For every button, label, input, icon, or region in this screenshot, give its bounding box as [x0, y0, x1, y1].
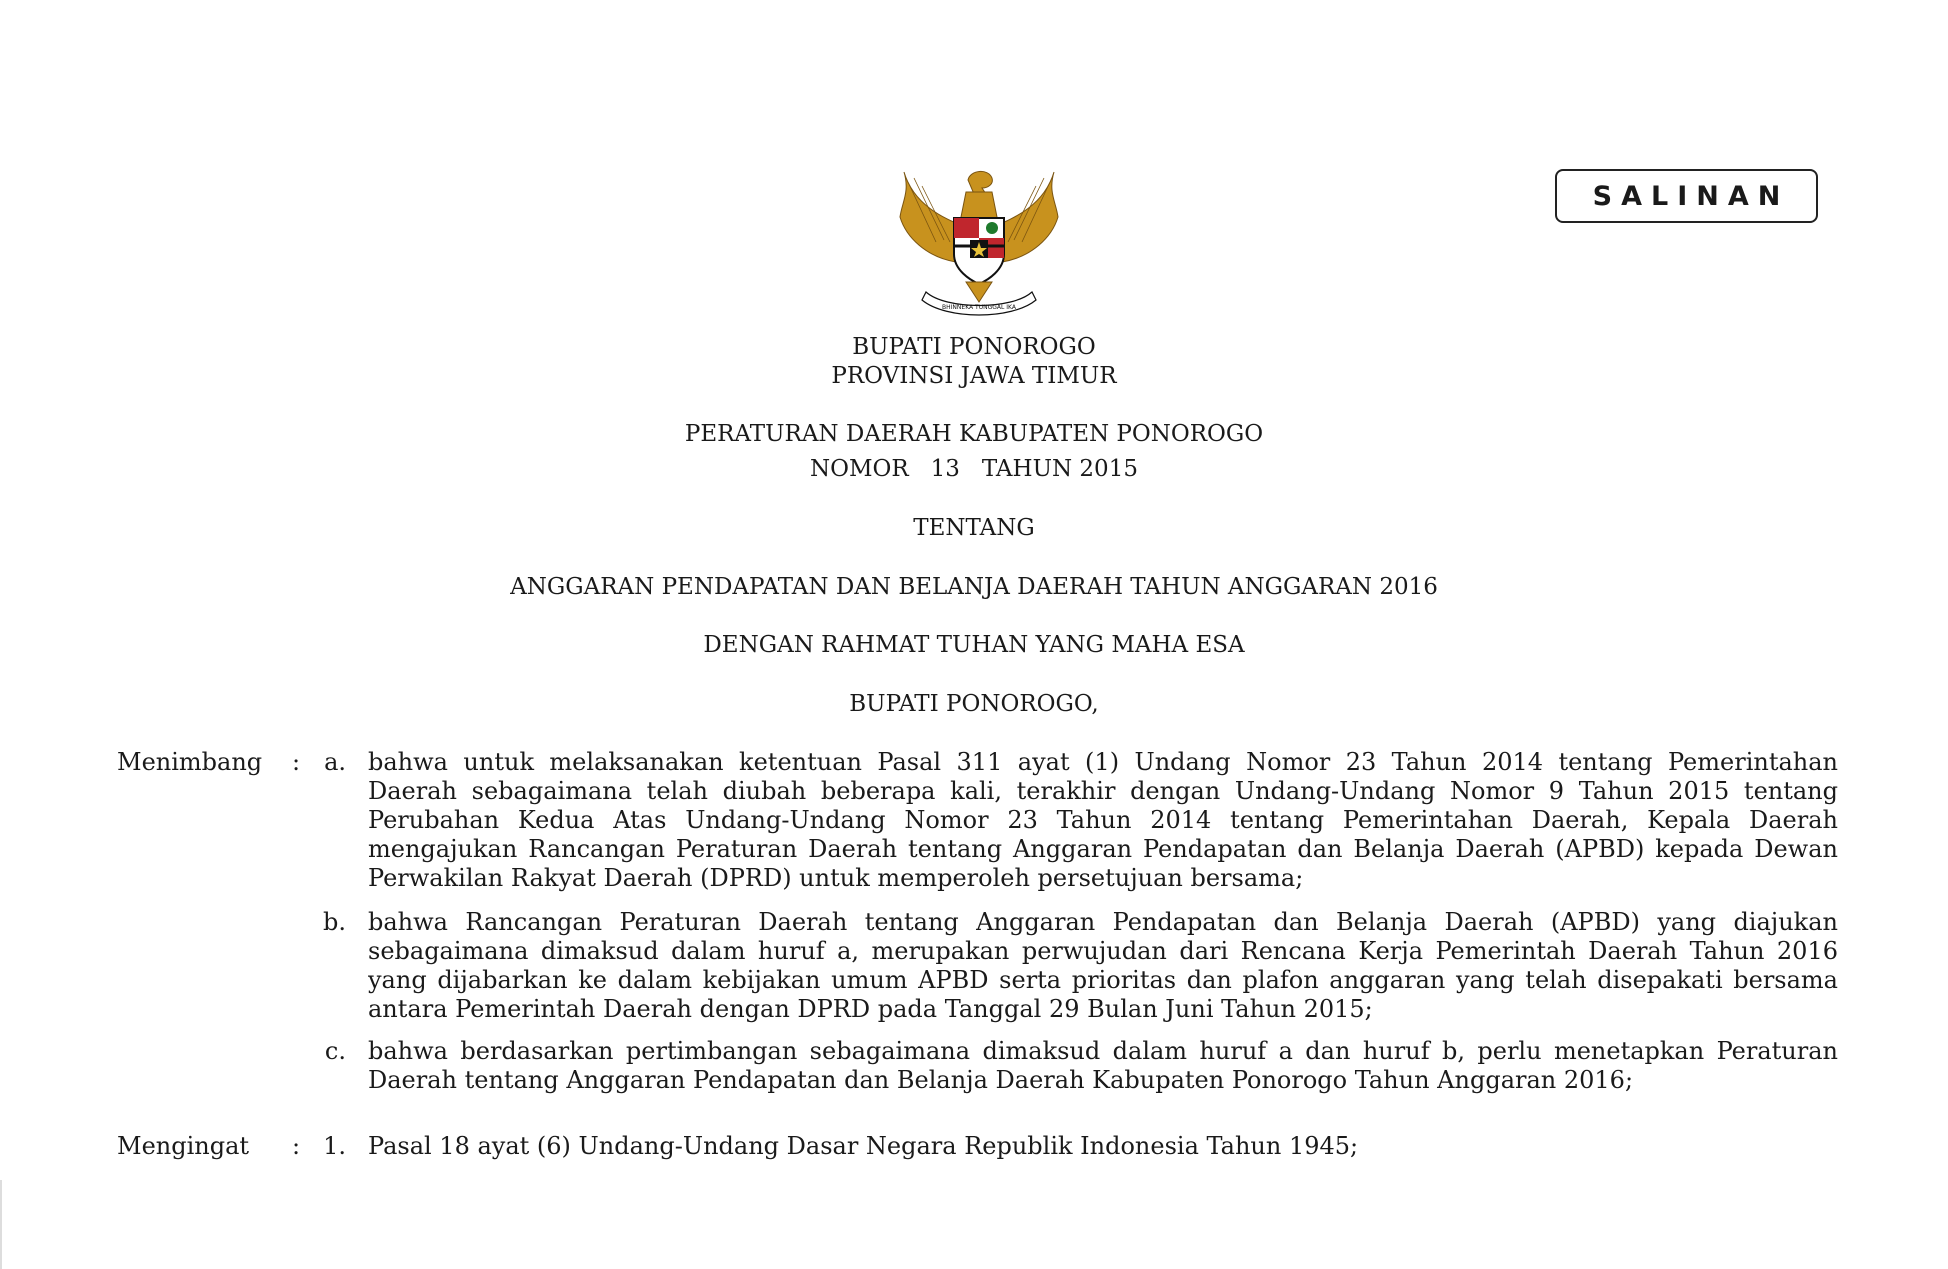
scan-edge [0, 1180, 2, 1269]
menimbang-item-a [368, 748, 1838, 893]
motto-text: BHINNEKA TUNGGAL IKA [942, 304, 1016, 311]
regulation-number: NOMOR 13 TAHUN 2015 [810, 456, 1138, 482]
text-line: Perwakilan Rakyat Daerah (DPRD) untuk memperoleh persetujuan bersama; [368, 864, 1304, 892]
menimbang-label: Menimbang [117, 748, 263, 776]
regulation-title: PERATURAN DAERAH KABUPATEN PONOROGO [684, 421, 1264, 447]
text-line: mengajukan Rancangan Peraturan Daerah tentang Anggaran Pendapatan dan Belanja Daerah (APBD) kepada Dewan [368, 835, 1838, 863]
text-line: Daerah sebagaimana telah diubah beberapa kali, terakhir dengan Undang-Undang Nomor 9 Tahun 2015 tentang [368, 777, 1838, 805]
menimbang-colon: : [292, 748, 301, 776]
salinan-stamp: SALINAN [1555, 169, 1818, 223]
about-heading: TENTANG [913, 515, 1035, 541]
text-line: sebagaimana dimaksud dalam huruf a, merupakan perwujudan dari Rencana Kerja Pemerintah Daerah Tahun 2016 [368, 937, 1838, 965]
mengingat-colon: : [292, 1132, 301, 1160]
text-line: antara Pemerintah Daerah dengan DPRD pada Tanggal 29 Bulan Juni Tahun 2015; [368, 995, 1373, 1023]
menimbang-marker-b: b. [323, 908, 346, 936]
menimbang-marker-a: a. [324, 748, 346, 776]
text-line: Pasal 18 ayat (6) Undang-Undang Dasar Negara Republik Indonesia Tahun 1945; [368, 1132, 1359, 1160]
menimbang-marker-c: c. [324, 1037, 346, 1065]
garuda-pancasila-emblem [896, 162, 1062, 322]
text-line: bahwa Rancangan Peraturan Daerah tentang Anggaran Pendapatan dan Belanja Daerah (APBD) yang diajukan [368, 908, 1838, 936]
text-line: bahwa berdasarkan pertimbangan sebagaimana dimaksud dalam huruf a dan huruf b, perlu menetapkan Peraturan [368, 1037, 1838, 1065]
text-line: bahwa untuk melaksanakan ketentuan Pasal 311 ayat (1) Undang Nomor 23 Tahun 2014 tentang Pemerintahan [368, 748, 1838, 776]
mengingat-label: Mengingat [117, 1132, 250, 1160]
menimbang-item-b [368, 908, 1838, 1024]
issuer-line-1: BUPATI PONOROGO [852, 334, 1096, 360]
text-line: yang dijabarkan ke dalam kebijakan umum APBD serta prioritas dan plafon anggaran yang telah disepakati bersama [368, 966, 1838, 994]
garuda-head [968, 171, 992, 194]
issuer-line-2: PROVINSI JAWA TIMUR [831, 363, 1117, 389]
text-line: Daerah tentang Anggaran Pendapatan dan Belanja Daerah Kabupaten Ponorogo Tahun Anggaran 2016; [368, 1066, 1634, 1094]
regulation-subject: ANGGARAN PENDAPATAN DAN BELANJA DAERAH TAHUN ANGGARAN 2016 [510, 574, 1438, 600]
menimbang-item-c [368, 1037, 1838, 1095]
invocation: DENGAN RAHMAT TUHAN YANG MAHA ESA [703, 632, 1245, 658]
authority: BUPATI PONOROGO, [849, 691, 1099, 717]
text-line: Perubahan Kedua Atas Undang-Undang Nomor 23 Tahun 2014 tentang Pemerintahan Daerah, Kepala Daerah [368, 806, 1838, 834]
mengingat-item-1 [368, 1132, 1838, 1161]
mengingat-marker-1: 1. [323, 1132, 346, 1160]
